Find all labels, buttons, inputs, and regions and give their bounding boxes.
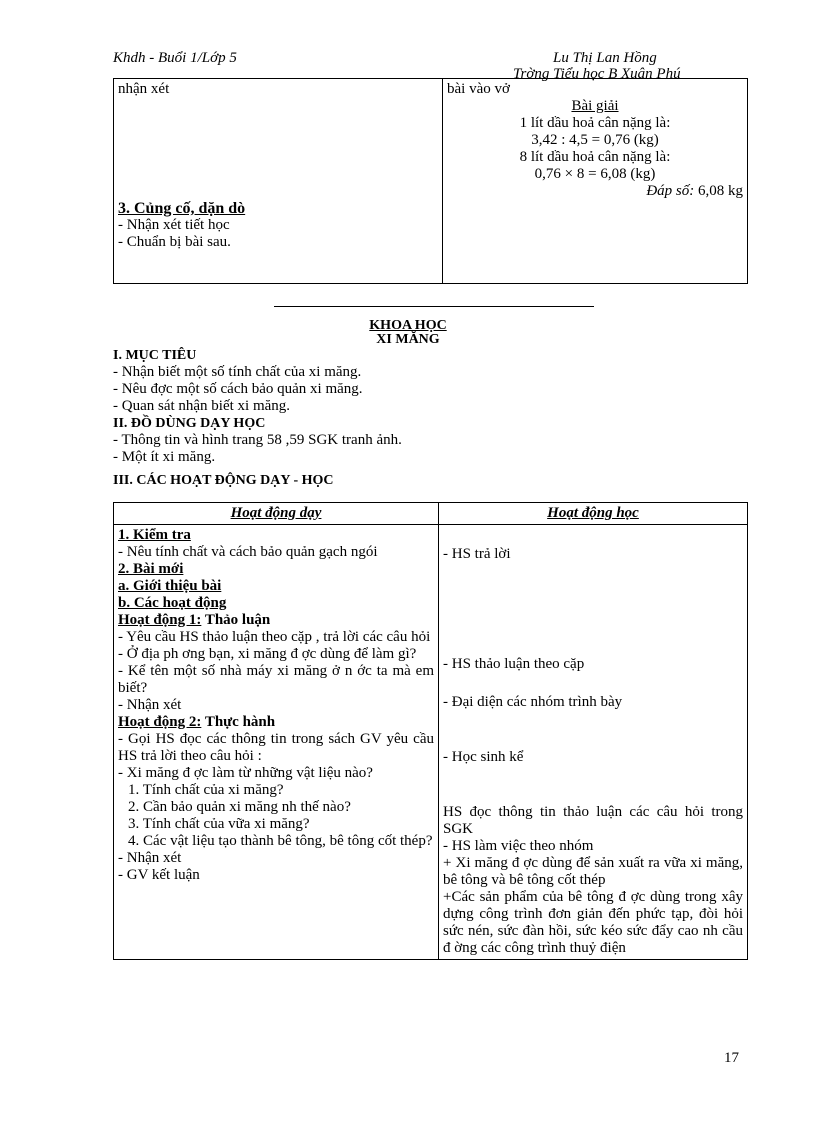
section-heading: 3. Củng cố, dặn dò xyxy=(118,200,246,217)
teaching-cell xyxy=(114,525,439,960)
answer-value: 6,08 kg xyxy=(694,183,743,199)
text-line: 0,76 × 8 = 6,08 (kg) xyxy=(534,166,656,182)
text-line: 1. Tính chất của xi măng? xyxy=(128,782,284,798)
text-line: - Một ít xi măng. xyxy=(113,449,216,465)
text-line: + Xi măng đ ợc dùng để sản xuất ra vữa xi măng, bê tông và bê tông cốt thép xyxy=(443,855,743,888)
activity-label: Hoạt động 2: xyxy=(118,714,202,730)
text-line: - HS trả lời xyxy=(443,546,511,562)
text-line: - Học sinh kể xyxy=(443,749,524,765)
text-line: - Thông tin và hình trang 58 ,59 SGK tranh ảnh. xyxy=(113,432,402,448)
text-line: - Nhận xét xyxy=(118,850,182,866)
text-line: +Các sản phẩm của bê tông đ ợc dùng trong xây dựng công trình đơn giản đến phức tạp, đòi hỏi sức nén, sức đàn hồi, sức kéo sức đẩy cao nh cầu đ ờng các công trình thuỷ điện xyxy=(443,889,743,956)
column-header-teaching: Hoạt động dạy xyxy=(114,503,439,525)
header-author: Lu Thị Lan Hồng xyxy=(553,50,657,66)
text-line: 3,42 : 4,5 = 0,76 (kg) xyxy=(531,132,659,148)
text-line: - Nêu đợc một số cách bảo quản xi măng. xyxy=(113,381,363,397)
activity-title: Thảo luận xyxy=(201,612,271,628)
text-line: 3. Tính chất của vữa xi măng? xyxy=(128,816,310,832)
step-heading: b. Các hoạt động xyxy=(118,595,227,611)
activity-heading xyxy=(118,612,434,629)
section-heading: III. CÁC HOẠT ĐỘNG DẠY - HỌC xyxy=(113,473,334,488)
text-line: - Kể tên một số nhà máy xi măng ở n ớc ta mà em biết? xyxy=(118,663,434,696)
activity-label: Hoạt động 1: xyxy=(118,612,202,628)
header-school: Trờng Tiểu học B Xuân Phú xyxy=(513,66,681,82)
text-line: - Gọi HS đọc các thông tin trong sách GV yêu cầu HS trả lời theo câu hỏi : xyxy=(118,731,434,764)
text-line: - Ở địa ph ơng bạn, xi măng đ ợc dùng để làm gì? xyxy=(118,646,417,662)
text-line: - HS làm việc theo nhóm xyxy=(443,838,594,854)
page-number: 17 xyxy=(724,1050,739,1066)
text-line: - Quan sát nhận biết xi măng. xyxy=(113,398,291,414)
text-line: 1 lít dầu hoả cân nặng là: xyxy=(519,115,671,131)
top-table-left xyxy=(114,79,443,284)
text-line: - Nhận biết một số tính chất của xi măng. xyxy=(113,364,362,380)
lesson-title: XI MĂNG xyxy=(376,332,440,347)
text-line: - HS thảo luận theo cặp xyxy=(443,656,585,672)
separator-line xyxy=(274,306,594,307)
text-line: - Nêu tính chất và cách bảo quản gạch ngói xyxy=(118,544,378,560)
text-line: - Nhận xét tiết học xyxy=(118,217,230,233)
text-line: 8 lít dầu hoả cân nặng là: xyxy=(519,149,671,165)
step-heading: 1. Kiểm tra xyxy=(118,527,191,543)
objectives-section xyxy=(113,347,402,489)
text-line: - Nhận xét xyxy=(118,697,182,713)
text-line: - Đại diện các nhóm trình bày xyxy=(443,694,623,710)
section-heading: I. MỤC TIÊU xyxy=(113,348,197,363)
text-line: bài vào vở xyxy=(447,81,510,97)
text-line: - Xi măng đ ợc làm từ những vật liệu nào? xyxy=(118,765,373,781)
column-header-learning: Hoạt động học xyxy=(439,503,748,525)
activities-table xyxy=(113,502,748,960)
step-heading: 2. Bài mới xyxy=(118,561,184,577)
text-line: - Yêu cầu HS thảo luận theo cặp , trả lời các câu hỏi xyxy=(118,629,431,645)
text-line: - Chuẩn bị bài sau. xyxy=(118,234,231,250)
header-left: Khdh - Buổi 1/Lớp 5 xyxy=(113,50,237,66)
text-line: 2. Cần bảo quản xi măng nh thế nào? xyxy=(128,799,351,815)
text-line: 4. Các vật liệu tạo thành bê tông, bê tông cốt thép? xyxy=(128,833,433,849)
subject-title: KHOA HỌC xyxy=(369,318,447,333)
solution-title: Bài giải xyxy=(571,98,619,114)
step-heading: a. Giới thiệu bài xyxy=(118,578,222,594)
text-line: nhận xét xyxy=(118,81,170,97)
answer xyxy=(447,183,743,200)
learning-cell xyxy=(439,525,748,960)
activity-title: Thực hành xyxy=(201,714,276,730)
top-table-right xyxy=(443,79,748,284)
answer-label: Đáp số: xyxy=(646,183,695,199)
text-line: HS đọc thông tin thảo luận các câu hỏi trong SGK xyxy=(443,804,743,837)
top-table xyxy=(113,78,748,284)
activity-heading xyxy=(118,714,434,731)
section-heading: II. ĐỒ DÙNG DẠY HỌC xyxy=(113,416,266,431)
text-line: - GV kết luận xyxy=(118,867,200,883)
